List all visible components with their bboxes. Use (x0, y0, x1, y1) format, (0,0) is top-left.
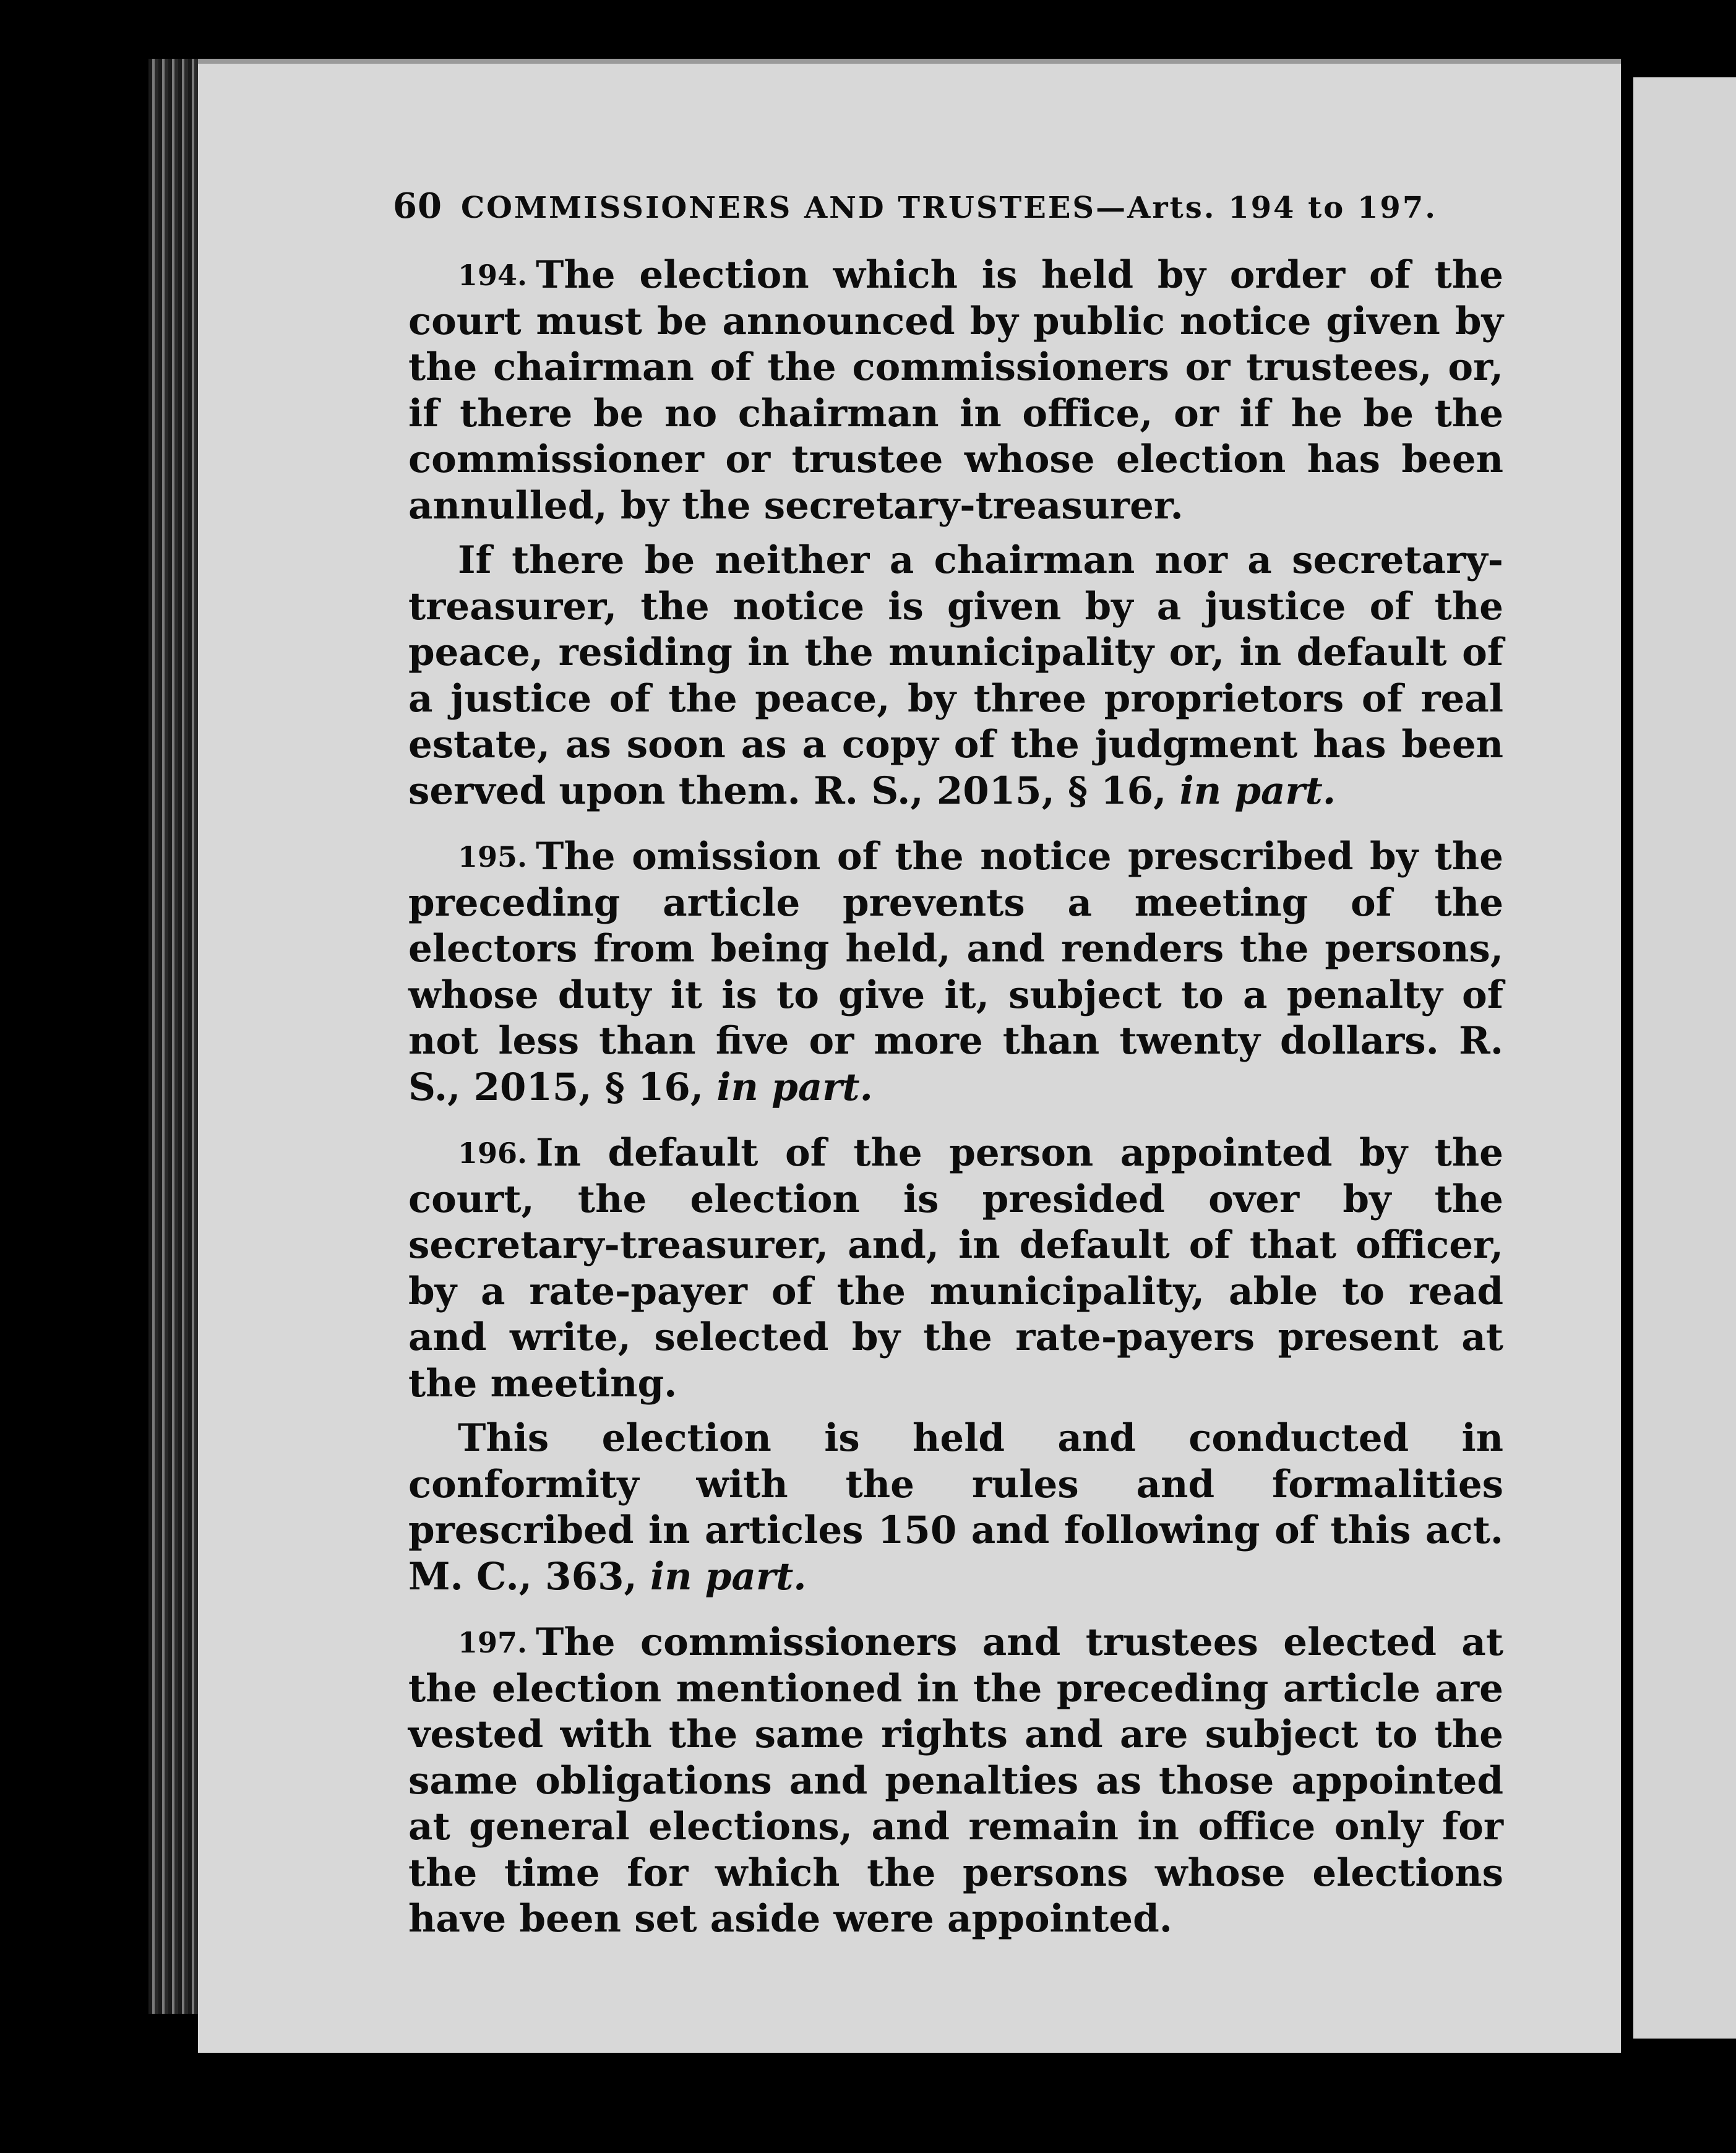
paragraph-text: This election is held and conducted in conformity with the rules and formalities prescribed in articles 150 and following of this act. (408, 1416, 1503, 1552)
citation: R. S., 2015, § 16, (814, 768, 1167, 813)
article-number: 196. (458, 1137, 528, 1170)
article-paragraph (408, 1416, 1503, 1600)
article-194 (408, 252, 1503, 814)
article-paragraph (408, 1620, 1503, 1943)
citation: R. S., 2015, § 16, (408, 1019, 1503, 1109)
book-binding-edge (148, 59, 198, 2014)
paragraph-text: The election which is held by order of the court must be announced by public notice given by the chairman of the commissioners or trustees, or, if there be no chairman in office, or if he be the commissioner or trustee whose election has been annulled, by the secretary-treasurer. (408, 253, 1503, 528)
article-number: 197. (458, 1626, 528, 1659)
paragraph-text: If there be neither a chairman nor a secretary-treasurer, the notice is given by a justice of the peace, residing in the municipality or, in default of a justice of the peace, by three proprietors of real estate, as soon as a copy of the judgment has been served upon them. (408, 538, 1503, 813)
running-head (393, 181, 1503, 233)
citation-italic: in part. (716, 1065, 873, 1109)
article-paragraph (408, 834, 1503, 1111)
page-content (393, 181, 1503, 1943)
article-number: 195. (458, 840, 528, 874)
paragraph-text: The commissioners and trustees elected at the election mentioned in the preceding article are vested with the same rights and are subject to the same obligations and penalties as those appointed at general elections, and remain in office only for the time for which the persons whose elections have been set aside were appointed. (408, 1620, 1503, 1941)
article-number: 194. (458, 259, 528, 292)
paragraph-text: The omission of the notice prescribed by the preceding article prevents a meeting of the electors from being held, and renders the persons, whose duty it is to give it, subject to a penalty of not less than five or more than twenty dollars. (408, 835, 1503, 1063)
citation: M. C., 363, (408, 1554, 637, 1599)
article-197 (408, 1620, 1503, 1943)
article-196 (408, 1130, 1503, 1600)
page-number: 60 (393, 186, 442, 226)
article-paragraph (408, 538, 1503, 814)
running-head-title: COMMISSIONERS AND TRUSTEES—Arts. 194 to 197. (460, 191, 1437, 225)
paragraph-text: In default of the person appointed by the court, the election is presided over by the secretary-treasurer, and, in default of that officer, by a rate-payer of the municipality, able to read and write, selected by the rate-payers present at the meeting. (408, 1131, 1503, 1406)
facing-page-edge (1633, 77, 1736, 2039)
article-paragraph (408, 252, 1503, 529)
citation-italic: in part. (650, 1554, 807, 1599)
citation-italic: in part. (1179, 768, 1336, 813)
article-paragraph (408, 1130, 1503, 1407)
book-page (198, 59, 1621, 2053)
article-195 (408, 834, 1503, 1111)
